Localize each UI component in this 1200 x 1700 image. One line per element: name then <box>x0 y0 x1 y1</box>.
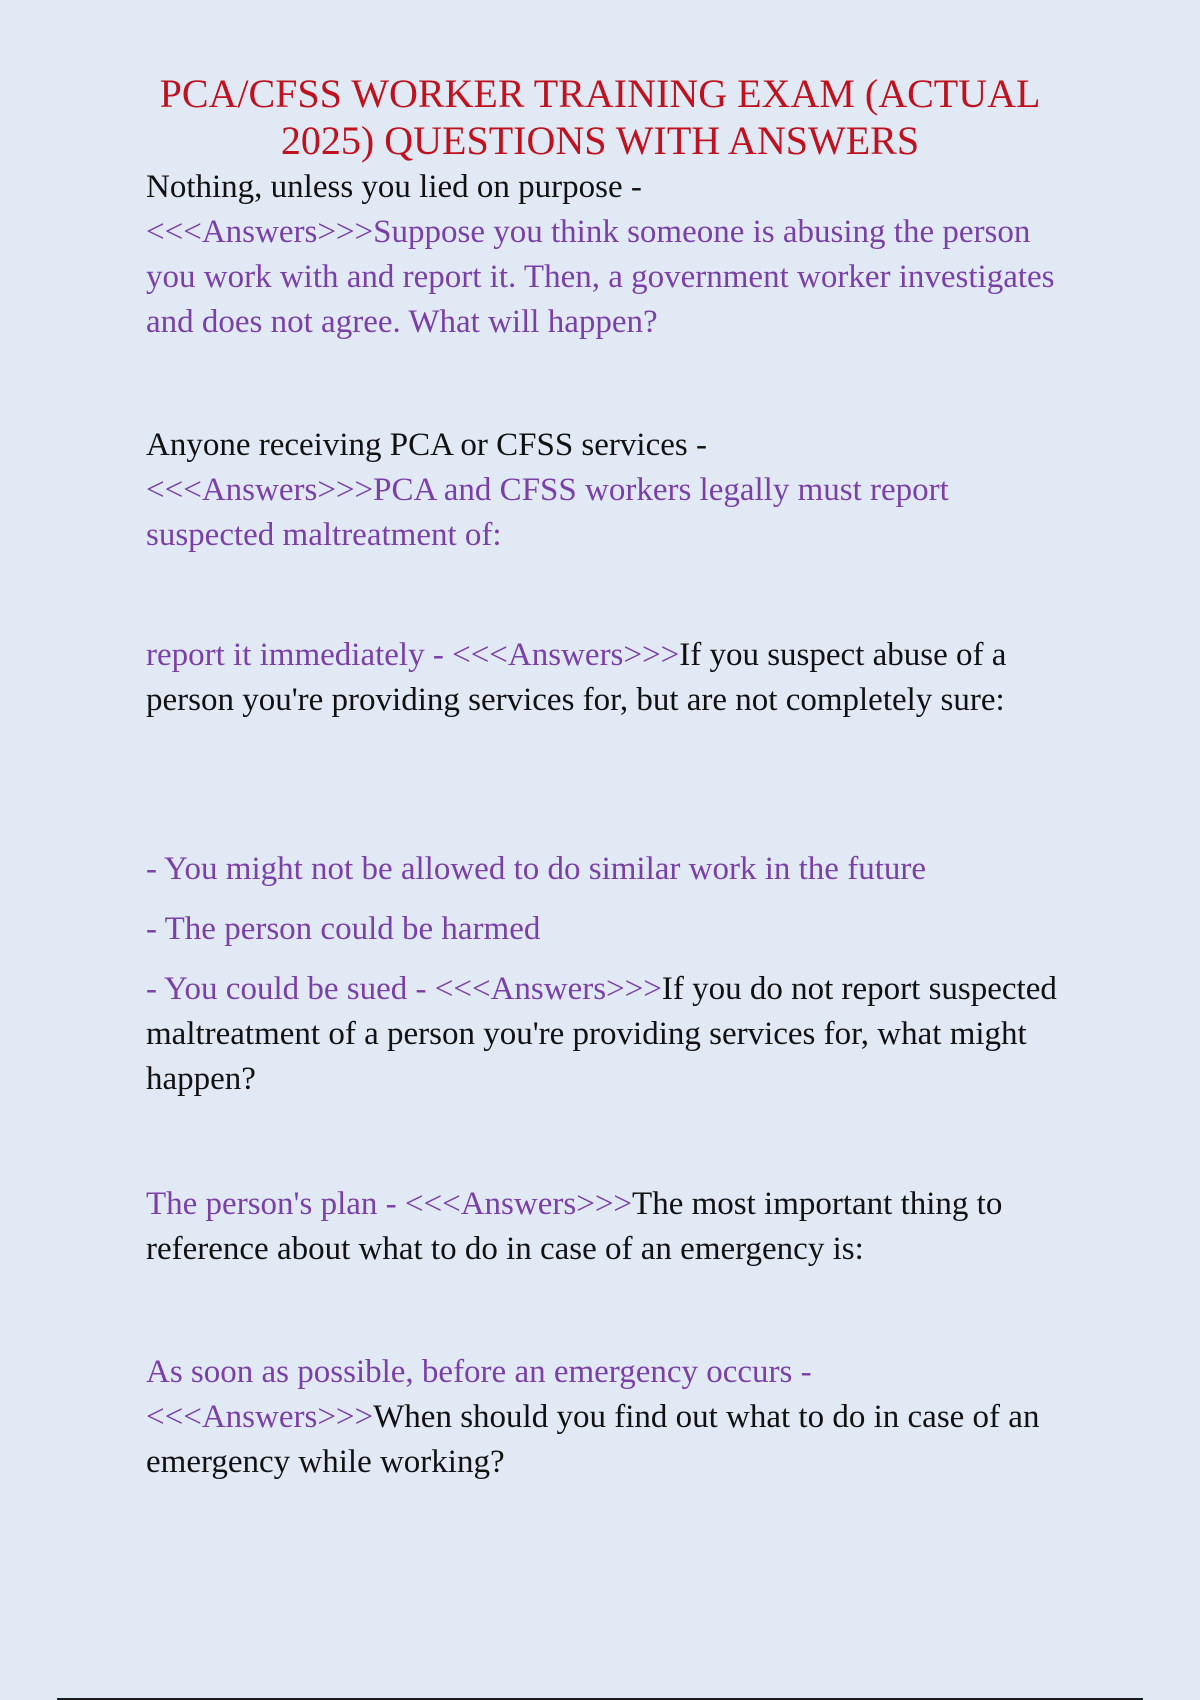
qa-item-4 <box>146 847 1066 1102</box>
answer-text: report it immediately - <box>146 637 453 673</box>
question-text: When should you find out what to do in case of an emergency while working? <box>146 1399 1040 1480</box>
qa-item-6 <box>146 1350 1066 1485</box>
answer-marker: <<<Answers>>> <box>452 637 680 673</box>
answer-marker: <<<Answers>>> <box>404 1186 633 1222</box>
question-text: The most important thing to reference about what to do in case of an emergency is: <box>146 1186 1003 1267</box>
answer-marker: <<<Answers>>> <box>146 472 374 508</box>
answer-marker: <<<Answers>>> <box>434 971 662 1007</box>
answer-text: Anyone receiving PCA or CFSS services - <box>146 427 707 463</box>
answer-text: The person's plan - <box>146 1186 405 1222</box>
answer-bullet: - You might not be allowed to do similar work in the future <box>146 851 926 887</box>
answer-text: Nothing, unless you lied on purpose - <box>146 169 642 205</box>
qa-item-1 <box>146 165 1066 345</box>
answer-marker: <<<Answers>>> <box>146 1399 374 1435</box>
question-text: Suppose you think someone is abusing the person you work with and report it. Then, a government worker investigates and does not agree. What will happen? <box>146 214 1055 340</box>
answer-marker: <<<Answers>>> <box>146 214 374 250</box>
qa-item-3 <box>146 633 1066 723</box>
question-text: PCA and CFSS workers legally must report suspected maltreatment of: <box>146 472 949 553</box>
question-text: If you suspect abuse of a person you're providing services for, but are not completely sure: <box>146 637 1007 718</box>
answer-bullet: - The person could be harmed <box>146 911 541 947</box>
qa-item-2 <box>146 423 1066 558</box>
answer-text: As soon as possible, before an emergency occurs - <box>146 1354 812 1390</box>
question-text: If you do not report suspected maltreatment of a person you're providing services for, what might happen? <box>146 971 1057 1097</box>
qa-item-5 <box>146 1182 1066 1272</box>
document-title: PCA/CFSS WORKER TRAINING EXAM (ACTUAL 2025) QUESTIONS WITH ANSWERS <box>159 71 1041 163</box>
answer-bullet: - You could be sued - <box>146 971 435 1007</box>
